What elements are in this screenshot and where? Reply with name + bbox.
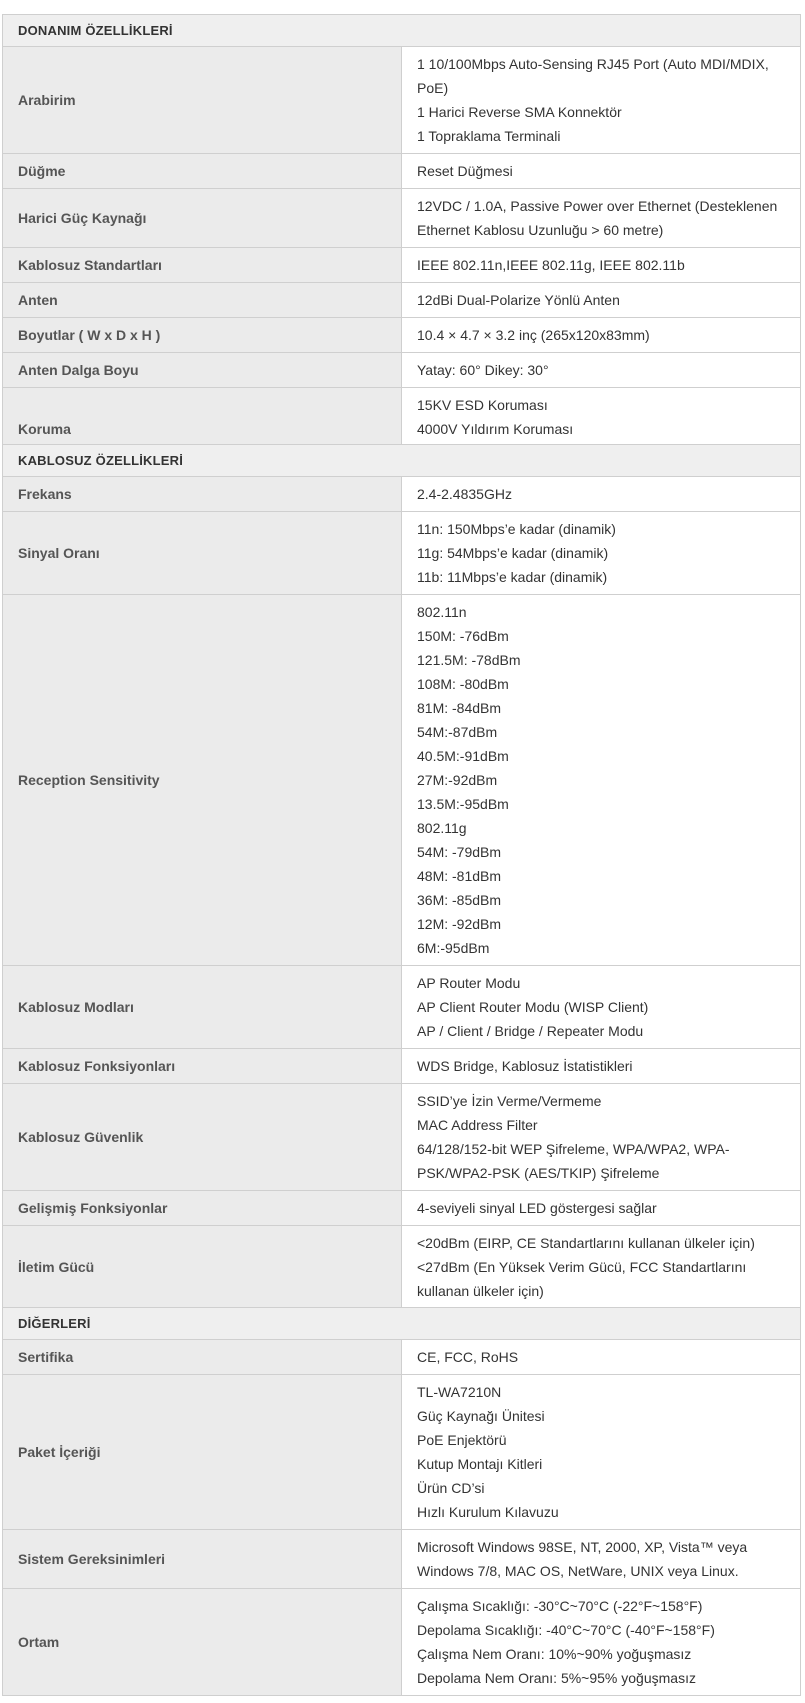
spec-value-line: 802.11g: [417, 820, 467, 836]
spec-value-line: Depolama Sıcaklığı: -40°C~70°C (-40°F~158°F): [417, 1622, 715, 1638]
spec-value-line: 11n: 150Mbps’e kadar (dinamik): [417, 521, 616, 537]
spec-row: [3, 154, 801, 189]
spec-row: [3, 595, 801, 966]
spec-value-line: 54M:-87dBm: [417, 724, 498, 740]
hardware-specs-table: [2, 14, 801, 471]
spec-label: Ortam: [3, 1589, 402, 1696]
spec-value-line: MAC Address Filter: [417, 1117, 538, 1133]
spec-label: Anten Dalga Boyu: [3, 353, 402, 388]
spec-row: [3, 47, 801, 154]
section-title: DONANIM ÖZELLİKLERİ: [3, 15, 801, 47]
spec-label: Paket İçeriği: [3, 1375, 402, 1530]
spec-value-line: 81M: -84dBm: [417, 700, 502, 716]
spec-value-line: AP Router Modu: [417, 975, 521, 991]
spec-value-line: Reset Düğmesi: [417, 163, 513, 179]
spec-value-line: 54M: -79dBm: [417, 844, 502, 860]
spec-value-line: AP / Client / Bridge / Repeater Modu: [417, 1023, 644, 1039]
spec-value-line: 48M: -81dBm: [417, 868, 502, 884]
spec-label: Anten: [3, 283, 402, 318]
section-title: DİĞERLERİ: [3, 1308, 801, 1340]
spec-label: Sistem Gereksinimleri: [3, 1530, 402, 1589]
spec-table-body: [3, 15, 801, 471]
spec-row: [3, 1375, 801, 1530]
section-header-row: [3, 445, 801, 477]
wireless-specs-table: [2, 444, 801, 1309]
spec-value-line: PoE Enjektörü: [417, 1432, 507, 1448]
spec-value-line: 150M: -76dBm: [417, 628, 509, 644]
spec-value-line: Hızlı Kurulum Kılavuzu: [417, 1504, 559, 1520]
spec-label: Frekans: [3, 477, 402, 512]
spec-value-line: <27dBm (En Yüksek Verim Gücü, FCC Standartlarını kullanan ülkeler için): [417, 1259, 747, 1299]
spec-value-line: 4000V Yıldırım Koruması: [417, 421, 574, 437]
spec-value-line: 12VDC / 1.0A, Passive Power over Ethernet (Desteklenen Ethernet Kablosu Uzunluğu > 60 metre): [417, 198, 778, 238]
spec-value-line: AP Client Router Modu (WISP Client): [417, 999, 649, 1015]
spec-value: [402, 1191, 801, 1226]
spec-value-line: <20dBm (EIRP, CE Standartlarını kullanan ülkeler için): [417, 1235, 755, 1251]
spec-value-line: 27M:-92dBm: [417, 772, 498, 788]
spec-label: Düğme: [3, 154, 402, 189]
spec-label: Reception Sensitivity: [3, 595, 402, 966]
spec-row: [3, 512, 801, 595]
spec-value-line: 108M: -80dBm: [417, 676, 509, 692]
spec-label: Harici Güç Kaynağı: [3, 189, 402, 248]
spec-value-line: Ürün CD’si: [417, 1480, 485, 1496]
spec-value: [402, 47, 801, 154]
spec-value-line: Kutup Montajı Kitleri: [417, 1456, 543, 1472]
section-title: KABLOSUZ ÖZELLİKLERİ: [3, 445, 801, 477]
spec-value: [402, 318, 801, 353]
spec-value-line: 1 10/100Mbps Auto-Sensing RJ45 Port (Auto MDI/MDIX, PoE): [417, 56, 769, 96]
spec-value-line: 64/128/152-bit WEP Şifreleme, WPA/WPA2, WPA-PSK/WPA2-PSK (AES/TKIP) Şifreleme: [417, 1141, 730, 1181]
spec-value-line: Microsoft Windows 98SE, NT, 2000, XP, Vista™ veya Windows 7/8, MAC OS, NetWare, UNIX veya Linux.: [417, 1539, 748, 1579]
spec-label: Sertifika: [3, 1340, 402, 1375]
spec-value: [402, 248, 801, 283]
spec-label: İletim Gücü: [3, 1226, 402, 1309]
spec-value-line: 2.4-2.4835GHz: [417, 486, 512, 502]
section-header-row: [3, 15, 801, 47]
spec-row: [3, 1530, 801, 1589]
spec-row: [3, 1589, 801, 1696]
spec-value-line: 6M:-95dBm: [417, 940, 490, 956]
other-specs-table: [2, 1307, 801, 1696]
spec-value-line: 15KV ESD Koruması: [417, 397, 548, 413]
spec-value: [402, 353, 801, 388]
spec-value-line: 1 Topraklama Terminali: [417, 128, 561, 144]
spec-value-line: WDS Bridge, Kablosuz İstatistikleri: [417, 1058, 633, 1074]
spec-label: Kablosuz Standartları: [3, 248, 402, 283]
spec-label: Kablosuz Güvenlik: [3, 1084, 402, 1191]
spec-value: [402, 966, 801, 1049]
spec-row: [3, 1084, 801, 1191]
spec-value: [402, 1226, 801, 1309]
spec-value: [402, 1375, 801, 1530]
spec-label: Boyutlar ( W x D x H ): [3, 318, 402, 353]
spec-table-body: [3, 1308, 801, 1696]
spec-value-line: 10.4 × 4.7 × 3.2 inç (265x120x83mm): [417, 327, 650, 343]
spec-label: Kablosuz Modları: [3, 966, 402, 1049]
spec-value-line: Güç Kaynağı Ünitesi: [417, 1408, 545, 1424]
spec-value-line: Çalışma Sıcaklığı: -30°C~70°C (-22°F~158°F): [417, 1598, 703, 1614]
section-header-row: [3, 1308, 801, 1340]
spec-label: Sinyal Oranı: [3, 512, 402, 595]
spec-value-line: 36M: -85dBm: [417, 892, 502, 908]
spec-value-line: 1 Harici Reverse SMA Konnektör: [417, 104, 622, 120]
spec-label: Koruma: [3, 388, 402, 471]
spec-value-line: Depolama Nem Oranı: 5%~95% yoğuşmasız: [417, 1670, 696, 1686]
spec-row: [3, 1226, 801, 1309]
spec-value: [402, 1049, 801, 1084]
spec-value-line: Yatay: 60° Dikey: 30°: [417, 362, 549, 378]
spec-label: Kablosuz Fonksiyonları: [3, 1049, 402, 1084]
spec-label: Gelişmiş Fonksiyonlar: [3, 1191, 402, 1226]
spec-value: [402, 1084, 801, 1191]
spec-value-line: 40.5M:-91dBm: [417, 748, 509, 764]
spec-value-line: 12M: -92dBm: [417, 916, 502, 932]
spec-table-body: [3, 445, 801, 1309]
spec-row: [3, 189, 801, 248]
spec-row: [3, 1340, 801, 1375]
spec-label: Arabirim: [3, 47, 402, 154]
spec-value-line: 12dBi Dual-Polarize Yönlü Anten: [417, 292, 620, 308]
spec-row: [3, 1049, 801, 1084]
spec-value-line: IEEE 802.11n,IEEE 802.11g, IEEE 802.11b: [417, 257, 685, 273]
spec-value-line: 802.11n: [417, 604, 467, 620]
spec-value-line: 13.5M:-95dBm: [417, 796, 509, 812]
spec-value: [402, 595, 801, 966]
spec-value: [402, 512, 801, 595]
spec-value: [402, 283, 801, 318]
spec-row: [3, 283, 801, 318]
spec-row: [3, 248, 801, 283]
spec-row: [3, 353, 801, 388]
spec-row: [3, 477, 801, 512]
spec-value: [402, 477, 801, 512]
spec-value-line: TL-WA7210N: [417, 1384, 502, 1400]
spec-value-line: CE, FCC, RoHS: [417, 1349, 519, 1365]
spec-row: [3, 1191, 801, 1226]
spec-row: [3, 966, 801, 1049]
spec-value-line: Çalışma Nem Oranı: 10%~90% yoğuşmasız: [417, 1646, 692, 1662]
spec-value-line: 4-seviyeli sinyal LED göstergesi sağlar: [417, 1200, 657, 1216]
spec-value-line: 11b: 11Mbps’e kadar (dinamik): [417, 569, 608, 585]
spec-value: [402, 189, 801, 248]
spec-value-line: SSID’ye İzin Verme/Vermeme: [417, 1093, 602, 1109]
spec-row: [3, 318, 801, 353]
spec-value-line: 11g: 54Mbps’e kadar (dinamik): [417, 545, 609, 561]
spec-value: [402, 1589, 801, 1696]
spec-value: [402, 154, 801, 189]
spec-value-line: 121.5M: -78dBm: [417, 652, 521, 668]
spec-value: [402, 1340, 801, 1375]
spec-value: [402, 1530, 801, 1589]
